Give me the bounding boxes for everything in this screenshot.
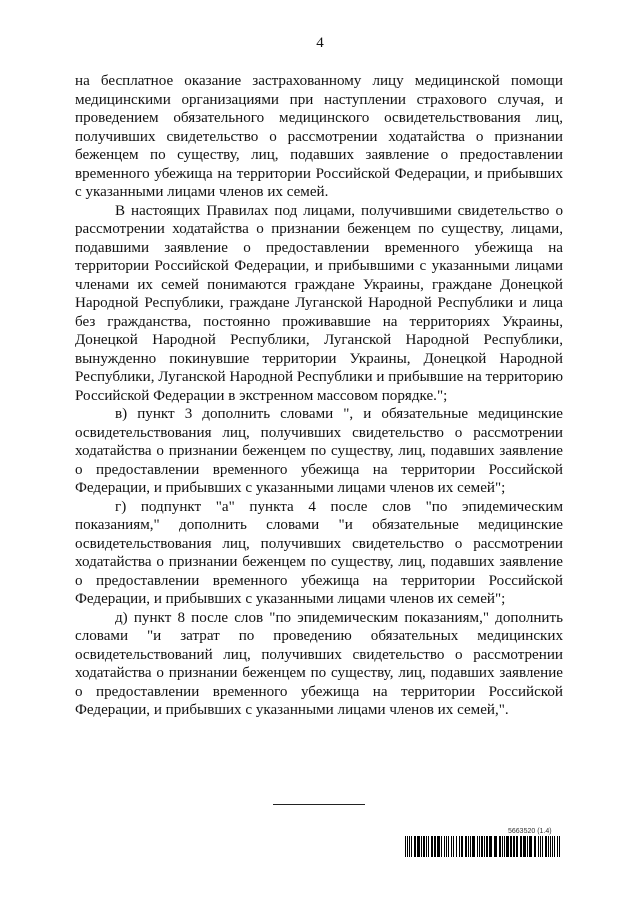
end-divider-line — [273, 804, 365, 805]
paragraph-1: на бесплатное оказание застрахованному лицу медицинской помощи медицинскими организациями при наступлении страхового случая, и проведением обязательного медицинского освидетельствования лиц, получивших свидетельство о рассмотрении ходатайства о признании беженцем по существу, лиц, подавших заявление о предоставлении временного убежища на территории Российской Федерации, и прибывших с указанными лицами членов их семей. — [75, 73, 563, 200]
barcode-image — [405, 836, 562, 857]
page-number: 4 — [316, 35, 324, 51]
barcode-label: 5663520 (1.4) — [508, 828, 552, 835]
paragraph-2: В настоящих Правилах под лицами, получившими свидетельство о рассмотрении ходатайства о признании беженцем по существу, лицами, подавшими заявление о предоставлении временного убежища на территории Российской Федерации, и прибывшими с указанными лицами членами их семей понимаются граждане Украины, граждане Донецкой Народной Республики, граждане Луганской Народной Республики и лица без гражданства, постоянно проживавшие на территориях Украины, Донецкой Народной Республики, Луганской Народной Республики, вынужденно покинувшие территории Украины, Донецкой Народной Республики, Луганской Народной Республики и прибывшие на территорию Российской Федерации в экстренном массовом порядке."; — [75, 202, 563, 404]
document-body — [75, 72, 563, 720]
paragraph-4: г) подпункт "а" пункта 4 после слов "по эпидемическим показаниям," дополнить словами "и обязательные медицинские освидетельствования лиц, получивших свидетельство о рассмотрении ходатайства о признании беженцем по существу, лиц, подавших заявление о предоставлении временного убежища на территории Российской Федерации, и прибывших с указанными лицами членов их семей"; — [75, 498, 563, 607]
paragraph-3: в) пункт 3 дополнить словами ", и обязательные медицинские освидетельствования лиц, получивших свидетельство о рассмотрении ходатайства о признании беженцем по существу, лиц, подавших заявление о предоставлении временного убежища на территории Российской Федерации, и прибывших с указанными лицами членов их семей"; — [75, 406, 563, 496]
paragraph-5: д) пункт 8 после слов "по эпидемическим показаниям," дополнить словами "и затрат по проведению обязательных медицинских освидетельствований лиц, получивших свидетельство о рассмотрении ходатайства о признании беженцем по существу, лиц, подавших заявление о предоставлении временного убежища на территории Российской Федерации, и прибывших с указанными лицами членов их семей,". — [75, 609, 563, 718]
